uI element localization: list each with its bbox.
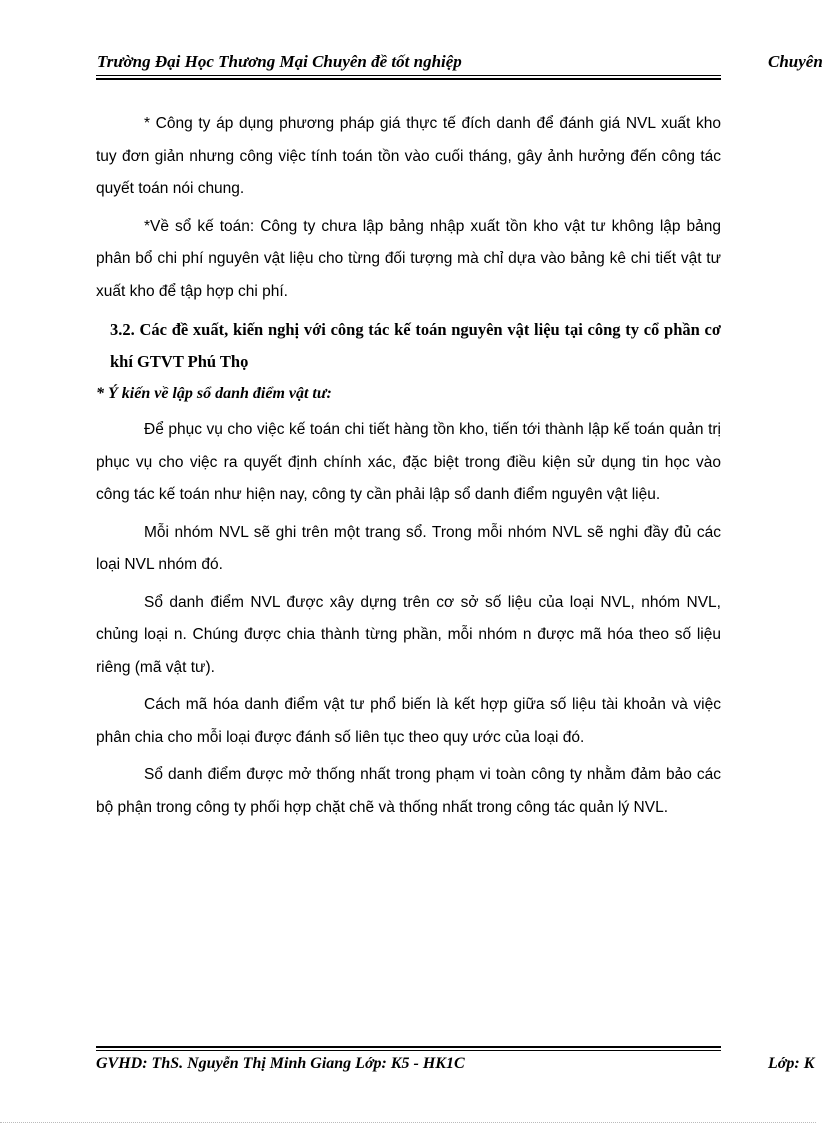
paragraph-coding-method: Cách mã hóa danh điểm vật tư phổ biến là kết hợp giữa số liệu tài khoản và việc phân chia cho mỗi loại được đánh số liên tục theo quy ước của loại đó. — [96, 696, 721, 746]
paragraph-purpose: Để phục vụ cho việc kế toán chi tiết hàng tồn kho, tiến tới thành lập kế toán quản trị phục vụ cho việc ra quyết định chính xác, đặc biệt trong điều kiện sử dụng tin học vào công tác kế toán như hiện nay, công ty cần phải lập sổ danh điểm nguyên vật liệu. — [96, 421, 721, 503]
paragraph-valuation-method: * Công ty áp dụng phương pháp giá thực tế đích danh để đánh giá NVL xuất kho tuy đơn giản nhưng công việc tính toán tồn vào cuối tháng, gây ảnh hưởng đến công tác quyết toán nói chung. — [96, 115, 721, 197]
page-header-left: Trường Đại Học Thương Mại Chuyên đề tốt nghiệp — [97, 52, 462, 71]
paragraph-group-page: Mỗi nhóm NVL sẽ ghi trên một trang sổ. Trong mỗi nhóm NVL sẽ nghi đầy đủ các loại NVL nhóm đó. — [96, 523, 721, 573]
page-footer-right: Lớp: K — [768, 1055, 815, 1072]
header-rule-thick — [96, 78, 721, 80]
page-footer-left: GVHD: ThS. Nguyễn Thị Minh Giang Lớp: K5 - HK1C — [96, 1055, 465, 1072]
header-rule-thin — [96, 75, 721, 76]
paragraph-construction: Sổ danh điểm NVL được xây dựng trên cơ sở số liệu của loại NVL, nhóm NVL, chủng loại n. Chúng được chia thành từng phần, mỗi nhóm n được mã hóa theo số liệu riêng (mã vật tư). — [96, 593, 721, 676]
paragraph-company-wide: Sổ danh điểm được mở thống nhất trong phạm vi toàn công ty nhằm đảm bảo các bộ phận trong công ty phối hợp chặt chẽ và thống nhất trong công tác quản lý NVL. — [96, 766, 721, 816]
sub-heading: * Ý kiến về lập sổ danh điểm vật tư: — [96, 385, 332, 402]
page-header-right: Chuyên — [768, 52, 823, 71]
paragraph-accounting-books: *Về sổ kế toán: Công ty chưa lập bảng nhập xuất tồn kho vật tư không lập bảng phân bổ chi phí nguyên vật liệu cho từng đối tượng mà chỉ dựa vào bảng kê chi tiết vật tư xuất kho để tập hợp chi phí. — [96, 217, 721, 300]
section-heading: 3.2. Các đề xuất, kiến nghị với công tác kế toán nguyên vật liệu tại công ty cổ phần cơ khí GTVT Phú Thọ — [110, 320, 721, 371]
footer-rule-thin — [96, 1050, 721, 1051]
document-body — [96, 108, 721, 829]
footer-rule-thick — [96, 1046, 721, 1048]
